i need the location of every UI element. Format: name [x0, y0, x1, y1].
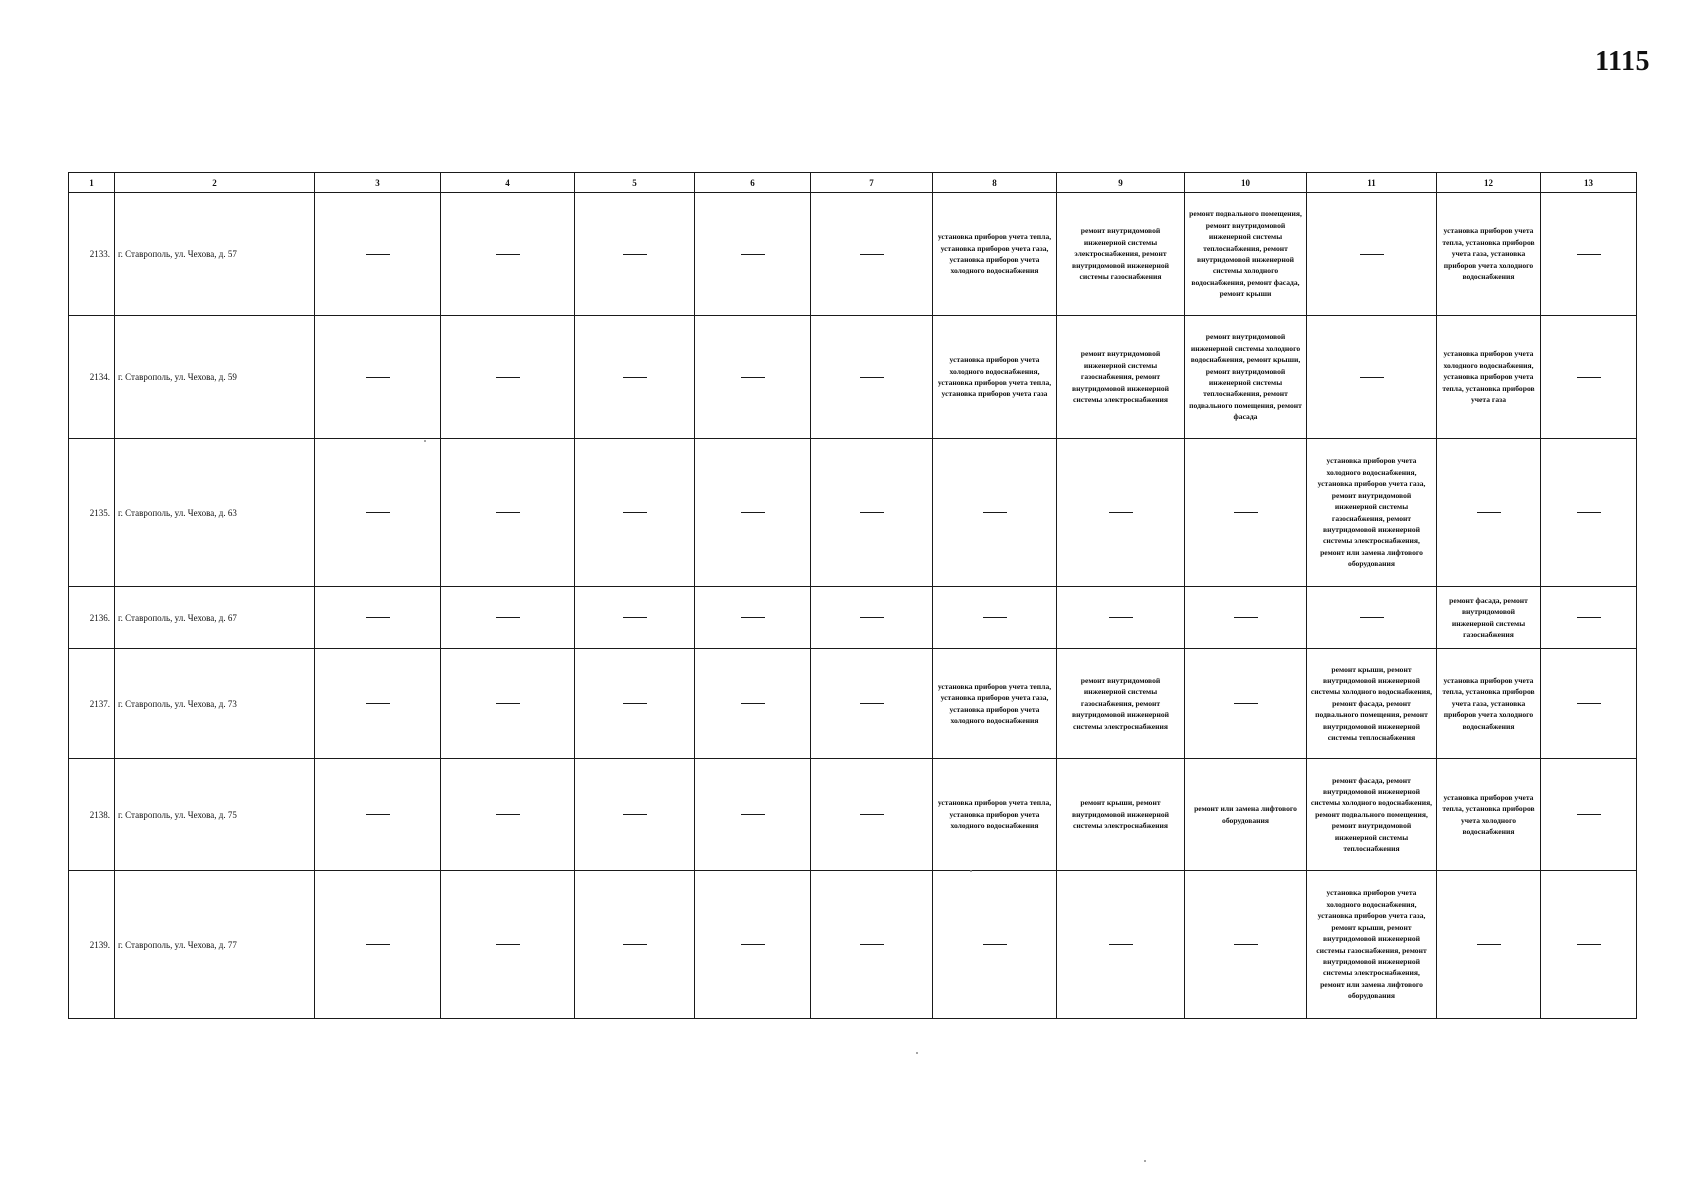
dash-mark	[741, 944, 765, 945]
empty-cell	[1185, 439, 1307, 587]
table-row	[69, 193, 1637, 316]
empty-cell	[1185, 871, 1307, 1019]
dash-mark	[496, 254, 520, 255]
empty-cell	[811, 439, 933, 587]
dash-mark	[1360, 377, 1384, 378]
scan-speck	[424, 440, 426, 442]
work-list-cell: установка приборов учета холодного водоснабжения, установка приборов учета тепла, установка приборов учета газа	[933, 316, 1057, 439]
column-header-2: 2	[115, 173, 315, 193]
dash-mark	[860, 944, 884, 945]
dash-mark	[623, 512, 647, 513]
empty-cell	[1541, 193, 1637, 316]
empty-cell	[575, 193, 695, 316]
work-list-cell: ремонт внутридомовой инженерной системы холодного водоснабжения, ремонт крыши, ремонт внутридомовой инженерной системы теплоснабжения, ремонт подвального помещения, ремонт фасада	[1185, 316, 1307, 439]
dash-mark	[1360, 617, 1384, 618]
scan-speck	[916, 1052, 918, 1054]
dash-mark	[983, 512, 1007, 513]
dash-mark	[366, 617, 390, 618]
empty-cell	[1185, 649, 1307, 759]
work-list-cell: установка приборов учета холодного водоснабжения, установка приборов учета газа, ремонт внутридомовой инженерной системы газоснабжения, ремонт внутридомовой инженерной системы электроснабжения, ремонт или замена лифтового оборудования	[1307, 439, 1437, 587]
address-cell: г. Ставрополь, ул. Чехова, д. 57	[115, 193, 315, 316]
row-number: 2133.	[69, 193, 115, 316]
table-row	[69, 439, 1637, 587]
empty-cell	[1541, 759, 1637, 871]
empty-cell	[441, 587, 575, 649]
scan-speck	[970, 870, 972, 872]
dash-mark	[1577, 617, 1601, 618]
empty-cell	[315, 759, 441, 871]
column-header-10: 10	[1185, 173, 1307, 193]
empty-cell	[933, 871, 1057, 1019]
empty-cell	[695, 439, 811, 587]
dash-mark	[860, 617, 884, 618]
dash-mark	[366, 814, 390, 815]
dash-mark	[1477, 944, 1501, 945]
empty-cell	[1541, 587, 1637, 649]
dash-mark	[860, 814, 884, 815]
table-row	[69, 759, 1637, 871]
capital-repair-table	[68, 172, 1637, 1019]
empty-cell	[315, 587, 441, 649]
work-list-cell: ремонт внутридомовой инженерной системы газоснабжения, ремонт внутридомовой инженерной системы электроснабжения	[1057, 649, 1185, 759]
column-header-8: 8	[933, 173, 1057, 193]
row-number: 2139.	[69, 871, 115, 1019]
dash-mark	[496, 703, 520, 704]
empty-cell	[1057, 871, 1185, 1019]
empty-cell	[1541, 871, 1637, 1019]
dash-mark	[741, 377, 765, 378]
dash-mark	[496, 814, 520, 815]
table-row	[69, 871, 1637, 1019]
empty-cell	[1185, 587, 1307, 649]
dash-mark	[366, 512, 390, 513]
dash-mark	[1109, 617, 1133, 618]
dash-mark	[496, 512, 520, 513]
dash-mark	[1577, 254, 1601, 255]
empty-cell	[811, 587, 933, 649]
work-list-cell: ремонт крыши, ремонт внутридомовой инженерной системы холодного водоснабжения, ремонт фасада, ремонт подвального помещения, ремонт внутридомовой инженерной системы теплоснабжения	[1307, 649, 1437, 759]
dash-mark	[1577, 703, 1601, 704]
address-cell: г. Ставрополь, ул. Чехова, д. 73	[115, 649, 315, 759]
empty-cell	[575, 587, 695, 649]
work-list-cell: установка приборов учета тепла, установка приборов учета холодного водоснабжения	[933, 759, 1057, 871]
dash-mark	[366, 254, 390, 255]
column-header-9: 9	[1057, 173, 1185, 193]
work-list-cell: ремонт внутридомовой инженерной системы газоснабжения, ремонт внутридомовой инженерной системы электроснабжения	[1057, 316, 1185, 439]
row-number: 2136.	[69, 587, 115, 649]
dash-mark	[1234, 944, 1258, 945]
work-list-cell: установка приборов учета тепла, установка приборов учета газа, установка приборов учета холодного водоснабжения	[933, 649, 1057, 759]
empty-cell	[441, 316, 575, 439]
work-list-cell: ремонт фасада, ремонт внутридомовой инженерной системы газоснабжения	[1437, 587, 1541, 649]
table-row	[69, 316, 1637, 439]
dash-mark	[1234, 703, 1258, 704]
dash-mark	[741, 254, 765, 255]
empty-cell	[315, 649, 441, 759]
dash-mark	[860, 703, 884, 704]
column-header-3: 3	[315, 173, 441, 193]
dash-mark	[1234, 617, 1258, 618]
column-header-12: 12	[1437, 173, 1541, 193]
address-cell: г. Ставрополь, ул. Чехова, д. 77	[115, 871, 315, 1019]
row-number: 2137.	[69, 649, 115, 759]
empty-cell	[695, 649, 811, 759]
row-number: 2135.	[69, 439, 115, 587]
work-list-cell: ремонт крыши, ремонт внутридомовой инженерной системы электроснабжения	[1057, 759, 1185, 871]
work-list-cell: установка приборов учета тепла, установка приборов учета холодного водоснабжения	[1437, 759, 1541, 871]
work-list-cell: ремонт фасада, ремонт внутридомовой инженерной системы холодного водоснабжения, ремонт подвального помещения, ремонт внутридомовой инженерной системы теплоснабжения	[1307, 759, 1437, 871]
column-header-5: 5	[575, 173, 695, 193]
empty-cell	[575, 649, 695, 759]
empty-cell	[315, 871, 441, 1019]
empty-cell	[695, 759, 811, 871]
work-list-cell: ремонт или замена лифтового оборудования	[1185, 759, 1307, 871]
column-header-11: 11	[1307, 173, 1437, 193]
empty-cell	[1437, 871, 1541, 1019]
empty-cell	[695, 587, 811, 649]
dash-mark	[496, 944, 520, 945]
dash-mark	[1109, 512, 1133, 513]
dash-mark	[366, 944, 390, 945]
empty-cell	[695, 316, 811, 439]
empty-cell	[1057, 587, 1185, 649]
empty-cell	[1437, 439, 1541, 587]
dash-mark	[496, 377, 520, 378]
dash-mark	[983, 944, 1007, 945]
empty-cell	[441, 871, 575, 1019]
dash-mark	[860, 512, 884, 513]
empty-cell	[1307, 316, 1437, 439]
empty-cell	[575, 759, 695, 871]
empty-cell	[575, 316, 695, 439]
empty-cell	[1307, 193, 1437, 316]
row-number: 2138.	[69, 759, 115, 871]
empty-cell	[441, 649, 575, 759]
dash-mark	[1234, 512, 1258, 513]
empty-cell	[811, 871, 933, 1019]
dash-mark	[623, 254, 647, 255]
dash-mark	[1577, 377, 1601, 378]
empty-cell	[1541, 649, 1637, 759]
column-header-7: 7	[811, 173, 933, 193]
dash-mark	[983, 617, 1007, 618]
dash-mark	[623, 814, 647, 815]
empty-cell	[441, 759, 575, 871]
page-number: 1115	[1595, 46, 1650, 77]
empty-cell	[695, 871, 811, 1019]
dash-mark	[623, 944, 647, 945]
empty-cell	[811, 316, 933, 439]
column-header-6: 6	[695, 173, 811, 193]
dash-mark	[741, 814, 765, 815]
dash-mark	[496, 617, 520, 618]
empty-cell	[315, 439, 441, 587]
dash-mark	[623, 377, 647, 378]
empty-cell	[1541, 316, 1637, 439]
column-header-1: 1	[69, 173, 115, 193]
dash-mark	[623, 703, 647, 704]
dash-mark	[860, 254, 884, 255]
dash-mark	[1577, 814, 1601, 815]
dash-mark	[623, 617, 647, 618]
dash-mark	[741, 512, 765, 513]
empty-cell	[1541, 439, 1637, 587]
scan-speck	[1144, 1160, 1146, 1162]
address-cell: г. Ставрополь, ул. Чехова, д. 63	[115, 439, 315, 587]
dash-mark	[741, 703, 765, 704]
empty-cell	[695, 193, 811, 316]
dash-mark	[1109, 944, 1133, 945]
dash-mark	[1360, 254, 1384, 255]
empty-cell	[933, 587, 1057, 649]
empty-cell	[811, 759, 933, 871]
dash-mark	[1577, 512, 1601, 513]
row-number: 2134.	[69, 316, 115, 439]
column-number-row	[69, 173, 1637, 193]
empty-cell	[1307, 587, 1437, 649]
work-list-cell: ремонт подвального помещения, ремонт внутридомовой инженерной системы теплоснабжения, ремонт внутридомовой инженерной системы холодного водоснабжения, ремонт фасада, ремонт крыши	[1185, 193, 1307, 316]
empty-cell	[933, 439, 1057, 587]
table-body	[69, 193, 1637, 1019]
work-list-cell: установка приборов учета тепла, установка приборов учета газа, установка приборов учета холодного водоснабжения	[1437, 193, 1541, 316]
work-list-cell: установка приборов учета тепла, установка приборов учета газа, установка приборов учета холодного водоснабжения	[933, 193, 1057, 316]
empty-cell	[441, 439, 575, 587]
column-header-4: 4	[441, 173, 575, 193]
work-list-cell: установка приборов учета холодного водоснабжения, установка приборов учета тепла, установка приборов учета газа	[1437, 316, 1541, 439]
empty-cell	[811, 193, 933, 316]
empty-cell	[441, 193, 575, 316]
dash-mark	[741, 617, 765, 618]
empty-cell	[315, 316, 441, 439]
empty-cell	[315, 193, 441, 316]
dash-mark	[366, 377, 390, 378]
empty-cell	[575, 439, 695, 587]
address-cell: г. Ставрополь, ул. Чехова, д. 59	[115, 316, 315, 439]
work-list-cell: установка приборов учета тепла, установка приборов учета газа, установка приборов учета холодного водоснабжения	[1437, 649, 1541, 759]
column-header-13: 13	[1541, 173, 1637, 193]
empty-cell	[575, 871, 695, 1019]
table-row	[69, 587, 1637, 649]
address-cell: г. Ставрополь, ул. Чехова, д. 67	[115, 587, 315, 649]
work-list-cell: ремонт внутридомовой инженерной системы электроснабжения, ремонт внутридомовой инженерной системы газоснабжения	[1057, 193, 1185, 316]
dash-mark	[1477, 512, 1501, 513]
empty-cell	[811, 649, 933, 759]
table-row	[69, 649, 1637, 759]
dash-mark	[860, 377, 884, 378]
work-list-cell: установка приборов учета холодного водоснабжения, установка приборов учета газа, ремонт крыши, ремонт внутридомовой инженерной системы газоснабжения, ремонт внутридомовой инженерной системы электроснабжения, ремонт или замена лифтового оборудования	[1307, 871, 1437, 1019]
empty-cell	[1057, 439, 1185, 587]
dash-mark	[366, 703, 390, 704]
dash-mark	[1577, 944, 1601, 945]
address-cell: г. Ставрополь, ул. Чехова, д. 75	[115, 759, 315, 871]
